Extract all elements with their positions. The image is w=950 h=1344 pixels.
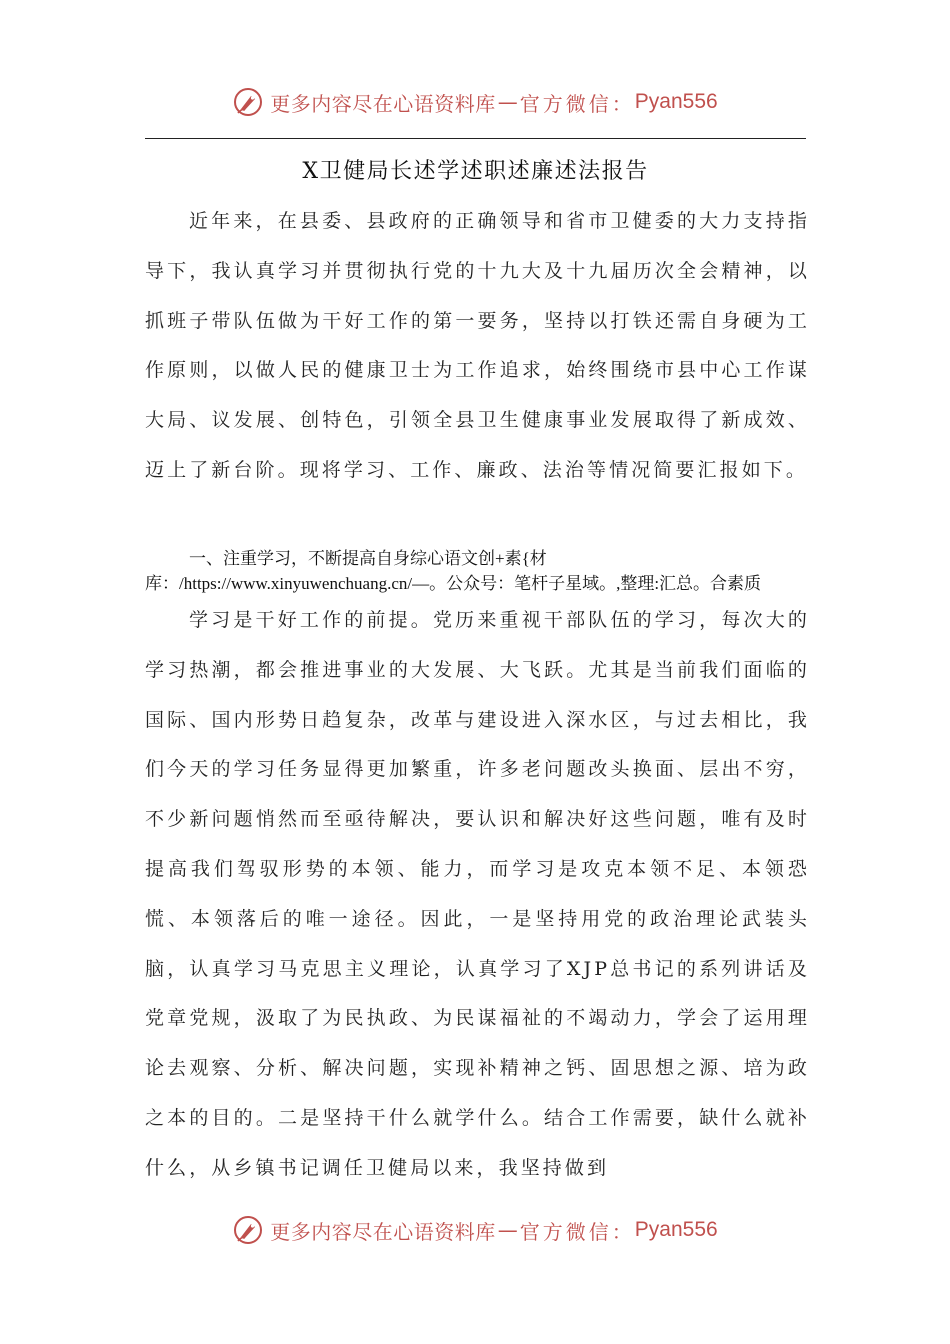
banner-sub-text: 官方微信： bbox=[519, 1219, 635, 1244]
header-watermark-banner bbox=[0, 82, 950, 122]
pen-nib-logo-icon bbox=[232, 86, 264, 118]
banner-main-text: 更多内容尽在心语资料库 bbox=[270, 91, 496, 116]
body-paragraph-2: 学习是干好工作的前提。党历来重视干部队伍的学习，每次大的学习热潮，都会推进事业的大发展、大飞跃。尤其是当前我们面临的国际、国内形势日趋复杂，改革与建设进入深水区，与过去相比，我们今天的学习任务显得更加繁重，许多老问题改头换面、层出不穷，不少新问题悄然而至亟待解决，要认识和解决好这些问题，唯有及时提高我们驾驭形势的本领、能力，而学习是攻克本领不足、本领恐慌、本领落后的唯一途径。因此，一是坚持用党的政治理论武装头脑，认真学习马克思主义理论，认真学习了XJP总书记的系列讲话及党章党规，汲取了为民执政、为民谋福祉的不竭动力，学会了运用理论去观察、分析、解决问题，实现补精神之钙、固思想之源、培为政之本的目的。二是坚持干什么就学什么。结合工作需要，缺什么就补什么，从乡镇书记调任卫健局以来，我坚持做到 bbox=[145, 609, 810, 1179]
pen-nib-logo-icon bbox=[232, 1214, 264, 1246]
intro-paragraph: 近年来，在县委、县政府的正确领导和省市卫健委的大力支持指导下，我认真学习并贯彻执行党的十九大及十九届历次全会精神，以抓班子带队伍做为干好工作的第一要务，坚持以打铁还需自身硬为工作原则，以做人民的健康卫士为工作追求，始终围绕市县中心工作谋大局、议发展、创特色，引领全县卫生健康事业发展取得了新成效、迈上了新台阶。现将学习、工作、廉政、法治等情况简要汇报如下。 bbox=[145, 210, 810, 481]
banner-wechat-id: Pyan556 bbox=[634, 1218, 718, 1241]
banner-separator: — bbox=[497, 90, 518, 114]
footer-watermark-banner bbox=[0, 1210, 950, 1250]
section-heading-1: 一、注重学习，不断提高自身综心语文创+素{材库：/https://www.xinyuwenchuang.cn/—。公众号：笔杆子星域。,整理:汇总。合素质 bbox=[145, 549, 762, 593]
banner-sub-text: 官方微信： bbox=[519, 91, 635, 116]
header-divider bbox=[145, 138, 806, 139]
banner-separator: — bbox=[497, 1218, 518, 1242]
document-title: X卫健局长述学述职述廉述法报告 bbox=[302, 159, 649, 184]
banner-wechat-id: Pyan556 bbox=[634, 90, 718, 113]
banner-main-text: 更多内容尽在心语资料库 bbox=[270, 1219, 496, 1244]
